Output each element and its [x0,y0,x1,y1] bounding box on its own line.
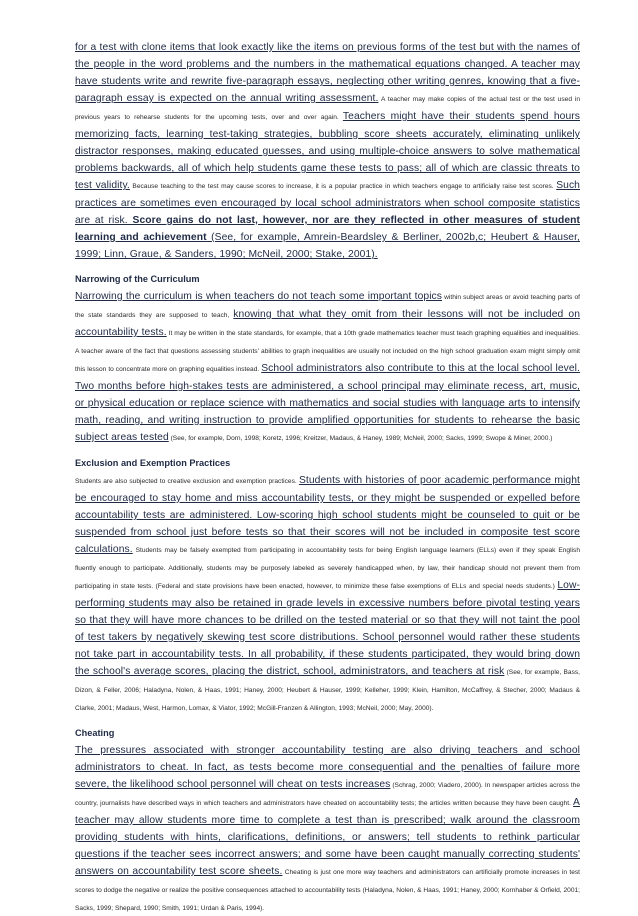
underlined-text-segment: A teacher may allow students more time to complete a test than is prescribed; walk around the classroom providing students with hints, clarifications, definitions, or answers; tell students to rethink particular questions if the teacher sees incorrect answers; and some have been caught manually correcting students' answers on accountability test score sheets. [75,797,580,877]
plain-text-segment: Cheating is just one more way teachers and administrators can artificially promote increases in test scores to dodge the negative or realize the positive consequences attached to accountability tests (Haladyna, Nolen, & Haas, 1991; Haney, 2000; Kornhaber & Orfield, 2001; Sacks, 1999; Shepard, 1990; Smith, 1991; Urdan & Paris, 1994). [75,869,580,912]
underlined-text-segment: School administrators also contribute to this at the local school level. Two months before high-stakes tests are administered, a school principal may eliminate recess, art, music, or physical education or replace science with mathematics and social studies with language arts to intensify math, reading, and writing instruction to provide amplified opportunities for students to rehearse the basic subject areas tested [75,363,580,443]
underlined-text-segment: (See, for example, Amrein-Beardsley & Berliner, 2002b,c; Heubert & Hauser, 1999; Linn, Graue, & Sanders, 1990; McNeil, 2000; Stake, 2001). [75,232,580,260]
underlined-text-segment: Narrowing the curriculum is when teachers do not teach some important topics [75,291,443,302]
plain-text-segment: (Schrag, 2000; Viadero, 2000). In newspaper articles across the country, journalists have described ways in which teachers and administrators have cheated on accountability tests; the articles written because they have been caught. [75,782,580,807]
plain-text-segment: Because teaching to the test may cause scores to increase, it is a popular practice in which teachers engage to artificially raise test scores. [129,183,557,190]
plain-text-segment: Students are also subjected to creative exclusion and exemption practices. [75,478,299,485]
plain-text-segment: Students may be falsely exempted from participating in accountability tests for being English language learners (ELLs) even if they speak English fluently enough to participate. Additionally, students may be purposely labeled as severely handicapped when, by law, their handicap should not prevent them from participating in state tests. (Federal and state provisions have been enacted, however, to minimize these false exemptions of ELLs and special needs students.) [75,547,580,590]
underlined-text-segment: Teachers might have their students spend hours memorizing facts, learning test-taking strategies, bubbling score sheets accurately, eliminating unlikely distractor responses, making educated guesses, and using multiple-choice answers to solve mathematical problems backwards, all of which help students game these tests to pass; all of which are classic threats to test validity. [75,111,581,191]
plain-text-segment: It may be written in the state standards, for example, that a 10th grade mathematics teacher must teach graphing equalities and inequalities. A teacher aware of the fact that questions assessing students' abilities to graph inequalities are usually not included on the high school graduation exam might simply omit this lesson to concentrate more on graphing equalities instead. [75,330,580,373]
underlined-text-segment: knowing that what they omit from their lessons will not be included on accountability tests. [75,309,581,338]
underlined-text-segment: Low-performing students may also be retained in grade levels in excessive numbers before pivotal testing years so that they will have more chances to be drilled on the tested material or so that they will not taint the pool of test takers by negatively skewing test score distributions. School personnel would rather these students not take part in accountability tests. In all probability, if these students participated, they would bring down the school's average scores, placing the district, school, administrators, and teachers at risk [75,580,580,677]
underlined-text-segment: Score gains do not last, however, nor are they reflected in other measures of student learning and achievement [75,215,581,243]
paragraph-cheating [75,741,580,916]
plain-text-segment: (See, for example, Bass, Dizon, & Feller, 2006; Haladyna, Nolen, & Haas, 1991; Haney, 2000; Heubert & Hauser, 1999; Kelleher, 1999; Klein, Hamilton, McCaffrey, & Stecher, 2000; Madaus & Clarke, 2001; Madaus, West, Harmon, Lomax, & Viator, 1992; McGill-Franzen & Allington, 1993; McNeil, 2000; May, 2000). [75,669,581,712]
underlined-text-segment: Students with histories of poor academic performance might be encouraged to stay home and miss accountability tests, or they might be suspended or expelled before accountability tests are administered. Low-scoring high school students might be counseled to quit or be suspended from school just before tests so that their scores will not be included in composite test score calculations. [75,475,580,555]
underlined-text-segment: Such practices are sometimes even encouraged by local school administrators when school composite statistics are at risk. [75,180,580,226]
underlined-text-segment: The pressures associated with stronger accountability testing are also driving teachers and school administrators to cheat. In fact, as tests become more consequential and the penalties of failure more severe, the likelihood school personnel will cheat on tests increases [75,745,580,790]
plain-text-segment: within subject areas or avoid teaching parts of the state standards they are supposed to teach, [75,294,580,319]
paragraph-exclusion [75,471,580,716]
paragraph-narrowing [75,287,580,446]
underlined-text-segment: for a test with clone items that look exactly like the items on previous forms of the test but with the names of the people in the word problems and the numbers in the mathematical equations changed. A teacher may have students write and rewrite five-paragraph essays, neglecting other writing genres, knowing that a five-paragraph essay is expected on the annual writing assessment. [75,42,580,104]
plain-text-segment: (See, for example, Dorn, 1998; Koretz, 1996; Kreitzer, Madaus, & Haney, 1989; McNeil, 2000; Sacks, 1999; Swope & Miner, 2000.) [168,435,553,442]
plain-text-segment: A teacher may make copies of the actual test or the test used in previous years to rehearse students for the upcoming tests, over and over again. [75,96,580,121]
section-heading-narrowing: Narrowing of the Curriculum [75,274,200,284]
document-body [75,38,580,916]
paragraph-intro [75,38,580,262]
section-heading-exclusion: Exclusion and Exemption Practices [75,458,231,468]
section-heading-cheating: Cheating [75,728,115,738]
